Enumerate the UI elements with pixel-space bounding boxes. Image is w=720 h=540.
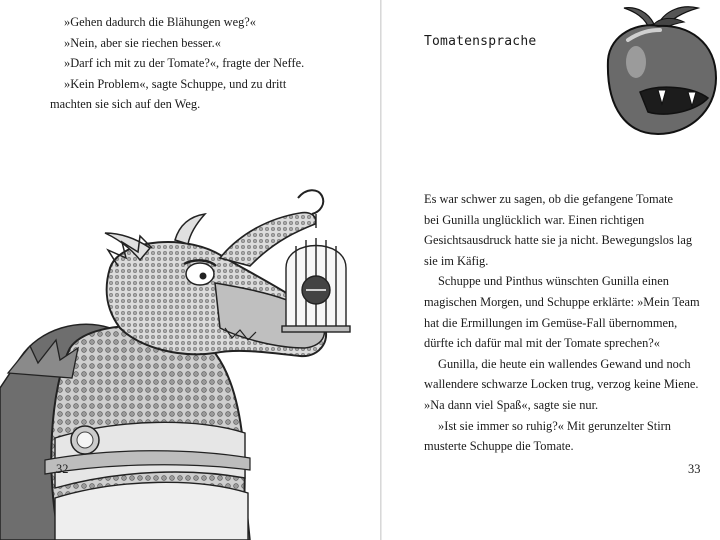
text-line: magischen Morgen, und Schuppe erklärte: »Mein Team: [424, 294, 700, 309]
text-line: machten sie sich auf den Weg.: [50, 97, 201, 112]
text-line: »Na dann viel Spaß«, sagte sie nur.: [424, 397, 599, 412]
text-line: Schuppe und Pinthus wünschten Gunilla einen: [438, 274, 669, 289]
paragraph: [424, 354, 700, 416]
text-line: dürfte ich dafür mal mit der Tomate sprechen?«: [424, 336, 660, 351]
dragon-illustration: [0, 178, 380, 540]
text-line: hat die Ermillungen im Gemüse-Fall übernommen,: [424, 315, 678, 330]
page-number-right: 33: [688, 462, 701, 476]
text-line: »Gehen dadurch die Blähungen weg?«: [64, 15, 256, 29]
text-line: Es war schwer zu sagen, ob die gefangene Tomate: [424, 192, 674, 206]
paragraph: [50, 33, 304, 54]
paragraph: [424, 416, 700, 457]
text-line: musterte Schuppe die Tomate.: [424, 439, 574, 454]
paragraph: [424, 189, 700, 271]
text-line: »Ist sie immer so ruhig?« Mit gerunzelter Stirn: [438, 418, 671, 433]
page-number-left: 32: [56, 462, 69, 476]
paragraph: [424, 271, 700, 353]
right-page-text: [424, 189, 700, 457]
right-page: [382, 0, 720, 540]
tomato-illustration: [588, 0, 720, 138]
text-line: Gesichtsausdruck hatte sie ja nicht. Bewegungslos lag: [424, 233, 693, 248]
paragraph: [50, 53, 304, 74]
text-line: sie im Käfig.: [424, 253, 489, 268]
paragraph: [50, 12, 304, 33]
text-line: »Nein, aber sie riechen besser.«: [64, 35, 221, 50]
text-line: Gunilla, die heute ein wallendes Gewand und noch: [438, 356, 691, 371]
paragraph: [50, 74, 304, 115]
chapter-title: Tomatensprache: [424, 34, 537, 49]
text-line: »Darf ich mit zu der Tomate?«, fragte der Neffe.: [64, 56, 305, 71]
left-page-text: [50, 12, 304, 115]
text-line: wallendere schwarze Locken trug, verzog keine Miene.: [424, 377, 699, 392]
text-line: bei Gunilla unglücklich war. Einen richtigen: [424, 212, 645, 227]
text-line: »Kein Problem«, sagte Schuppe, und zu dritt: [64, 76, 287, 91]
